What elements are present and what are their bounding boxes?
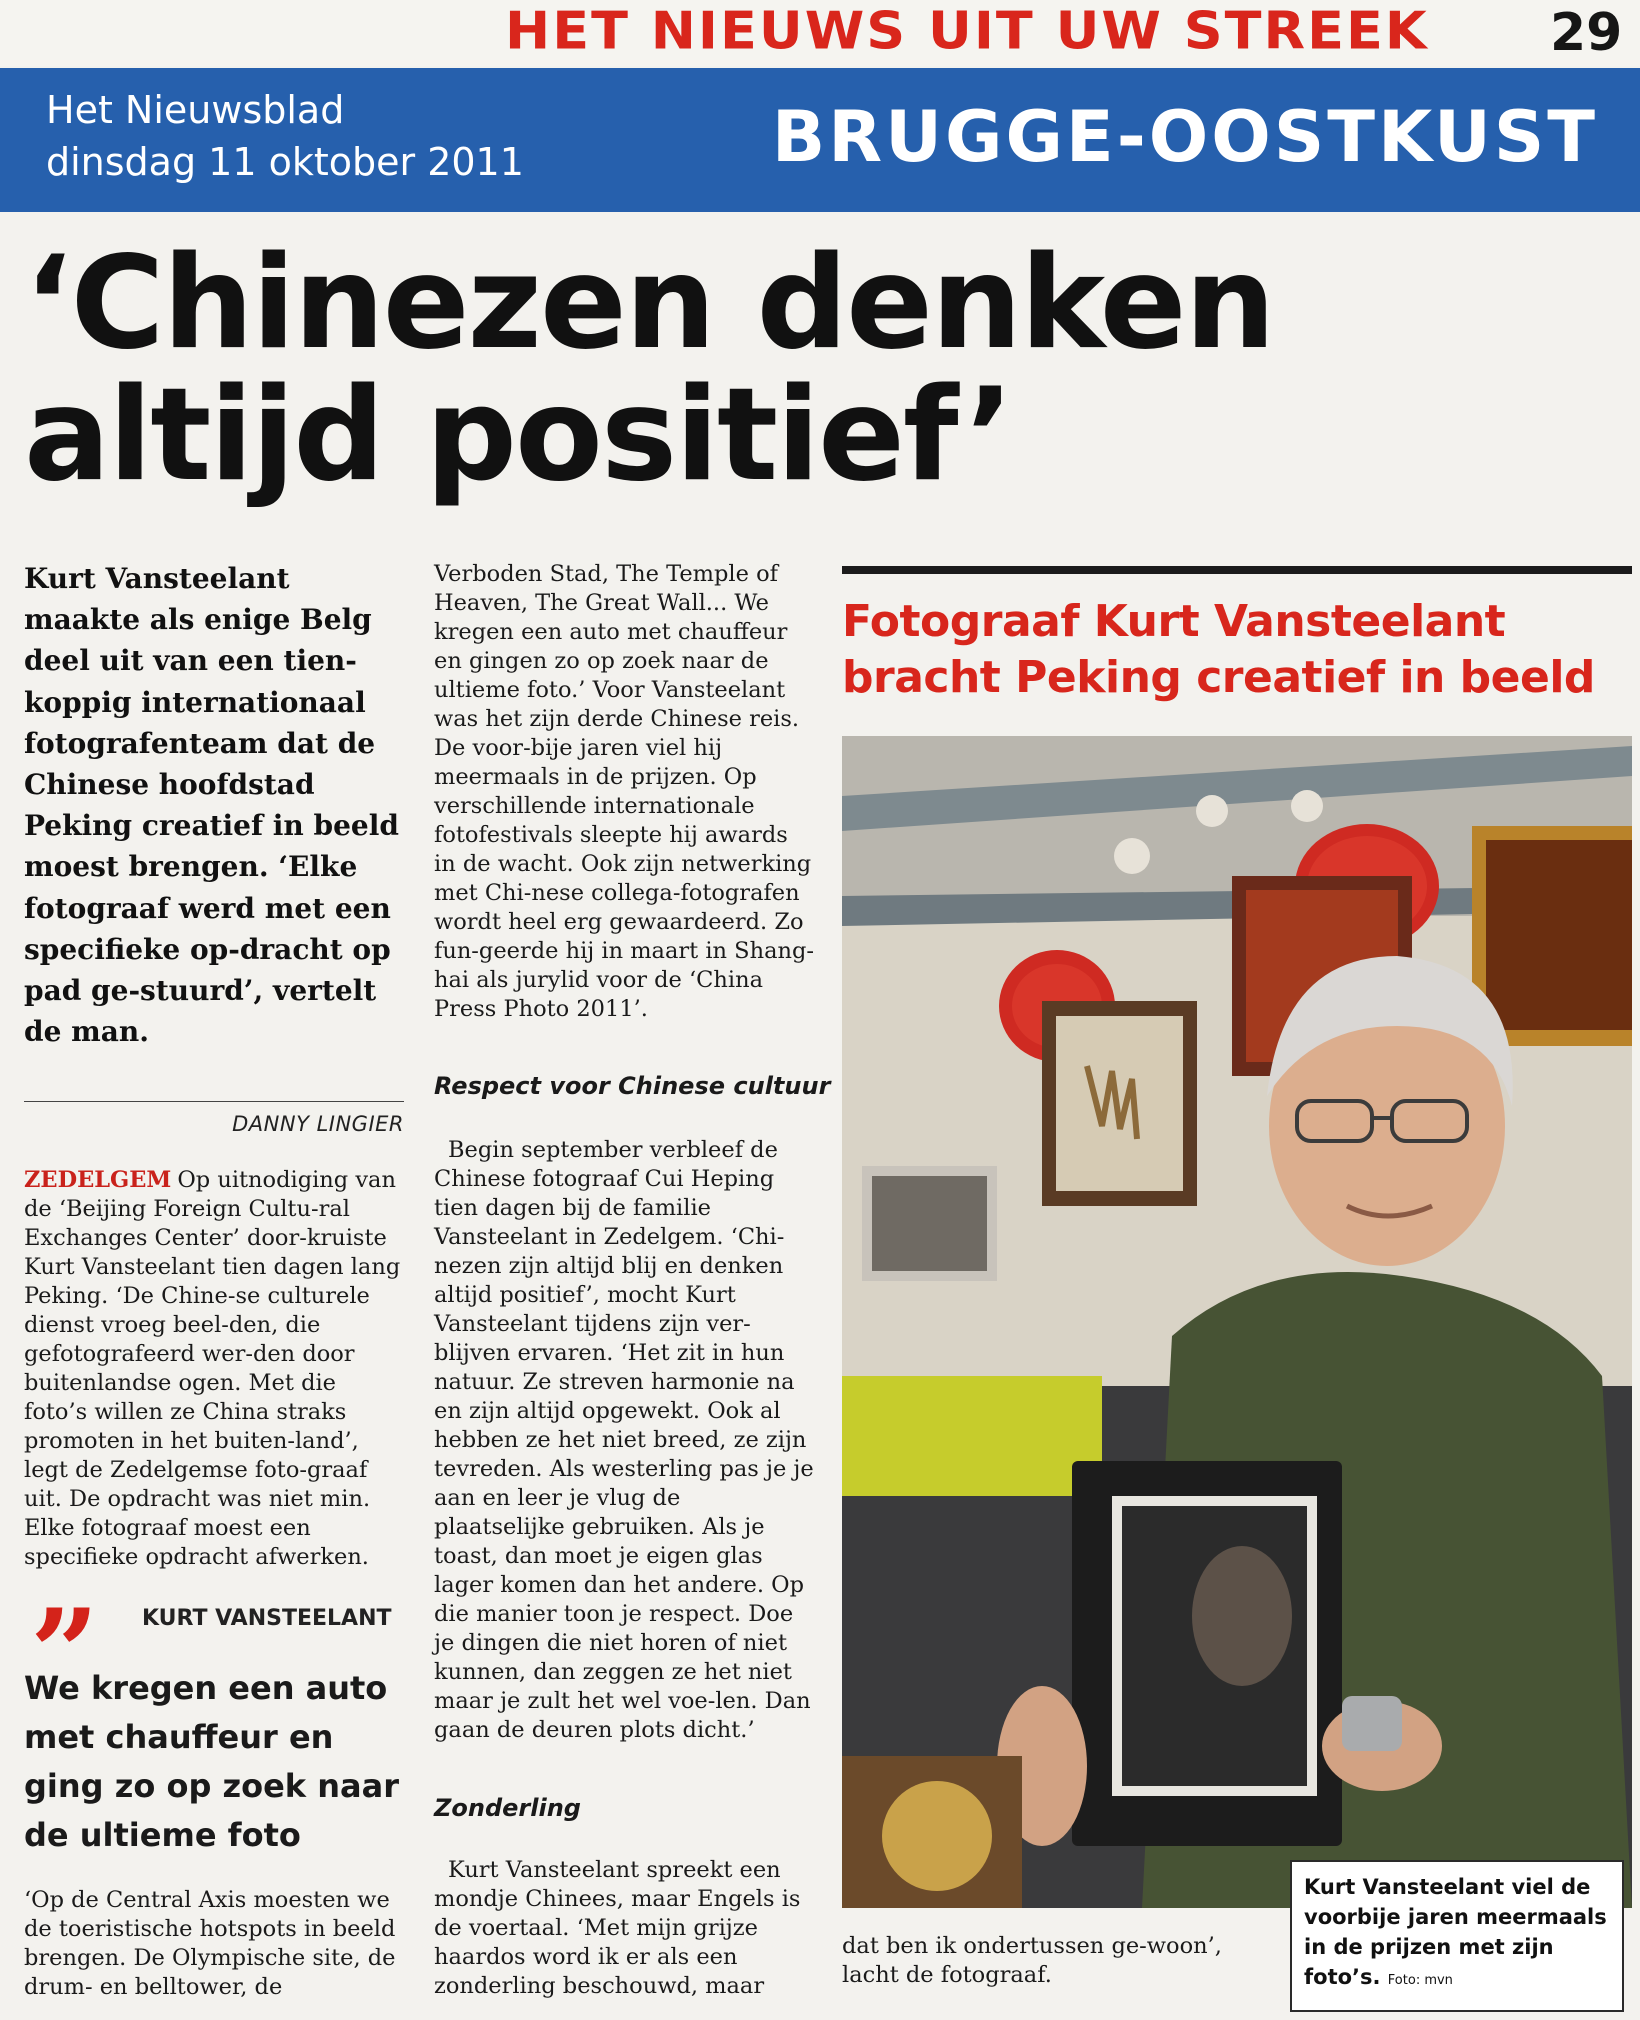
column-3-end: dat ben ik ondertussen ge-woon’, lacht de fotograaf. bbox=[842, 1933, 1222, 1988]
quote-mark-icon: ” bbox=[30, 1594, 100, 1674]
column-2-top: Verboden Stad, The Temple of Heaven, The Great Wall... We kregen een auto met chauffeur en gingen zo op zoek naar de ultieme foto.’ Voor Vansteelant was het zijn derde Chinese reis. De voor-bije jaren viel hij meermaals in de prijzen. Op verschillende internationale fotofestivals sleepte hij awards in de wacht. Ook zijn netwerking met Chi-nese collega-fotografen wordt heel erg gewaardeerd. Zo fun-geerde hij in maart in Shang-hai als jurylid voor de ‘China Press Photo 2011’. bbox=[434, 561, 814, 1022]
column-2-middle: Begin september verbleef de Chinese fotograaf Cui Heping tien dagen bij de familie Vansteelant in Zedelgem. ‘Chi-nezen zijn altijd blij en denken altijd positief’, mocht Kurt Vansteelant tijdens zijn ver-blijven ervaren. ‘Het zit in hun natuur. Ze streven harmonie na en zijn altijd opgewekt. Ook al hebben ze het niet breed, ze zijn tevreden. Als westerling pas je je aan en leer je vlug de plaatselijke gebruiken. Als je toast, dan moet je eigen glas lager komen dan het andere. Op die manier toon je respect. Doe je dingen die niet horen of niet kunnen, dan zeggen ze het niet maar je zult het wel voe-len. Dan gaan de deuren plots dicht.’ bbox=[434, 1137, 814, 1743]
publication-date: dinsdag 11 oktober 2011 bbox=[46, 140, 524, 184]
newspaper-name: Het Nieuwsblad bbox=[46, 88, 345, 132]
photo-illustration bbox=[842, 736, 1632, 1908]
article-intro: Kurt Vansteelant maakte als enige Belg deel uit van een tien-koppig internationaal fotografenteam dat de Chinese hoofdstad Peking creatief in beeld moest brengen. ‘Elke fotograaf werd met een specifieke op-dracht op pad ge-stuurd’, vertelt de man. bbox=[24, 562, 399, 1049]
region-title: BRUGGE-OOSTKUST bbox=[771, 96, 1598, 178]
photo-credit: Foto: mvn bbox=[1387, 1973, 1453, 1988]
pull-quote: We kregen een auto met chauffeur en ging zo op zoek naar de ultieme foto bbox=[24, 1669, 399, 1854]
column-2-end: Kurt Vansteelant spreekt een mondje Chinees, maar Engels is de voertaal. ‘Met mijn grijze haardos word ik er als een zonderling beschouwd, maar bbox=[434, 1857, 801, 1999]
subheading-respect: Respect voor Chinese cultuur bbox=[434, 1072, 831, 1100]
dateline-place: ZEDELGEM bbox=[24, 1167, 172, 1193]
subheading-zonderling: Zonderling bbox=[434, 1794, 581, 1822]
section-kicker: HET NIEUWS UIT UW STREEK bbox=[505, 1, 1429, 61]
headline-line-2: altijd positief’ bbox=[24, 361, 1012, 510]
article-headline bbox=[24, 229, 1304, 510]
column-1-end: ‘Op de Central Axis moesten we de toeristische hotspots in beeld brengen. De Olympische site, de drum- en belltower, de bbox=[24, 1887, 396, 2000]
photo-caption bbox=[1290, 1860, 1624, 2012]
byline: DANNY LINGIER bbox=[232, 1112, 404, 1136]
column-1-body bbox=[24, 1166, 404, 1572]
quote-author: KURT VANSTEELANT bbox=[142, 1606, 392, 1631]
intro-divider bbox=[24, 1101, 404, 1102]
photo-headline-line-1: Fotograaf Kurt Vansteelant bbox=[842, 596, 1506, 647]
photo-headline-line-2: bracht Peking creatief in beeld bbox=[842, 652, 1595, 703]
article-photo bbox=[842, 736, 1632, 1908]
caption-text: Kurt Vansteelant viel de voorbije jaren meermaals in de prijzen met zijn foto’s. bbox=[1304, 1875, 1607, 1989]
page-number: 29 bbox=[1550, 3, 1623, 63]
column-1-text: Op uitnodiging van de ‘Beijing Foreign Cultu-ral Exchanges Center’ door-kruiste Kurt Vansteelant tien dagen lang Peking. ‘De Chine-se culturele dienst vroeg beel-den, die gefotografeerd wer-den door buitenlandse ogen. Met die foto’s willen ze China straks promoten in het buiten-land’, legt de Zedelgemse foto-graaf uit. De opdracht was niet min. Elke fotograaf moest een specifieke opdracht afwerken. bbox=[24, 1167, 401, 1570]
section-rule bbox=[842, 566, 1632, 574]
headline-line-1: ‘Chinezen denken bbox=[24, 229, 1274, 378]
photo-headline bbox=[842, 594, 1632, 706]
